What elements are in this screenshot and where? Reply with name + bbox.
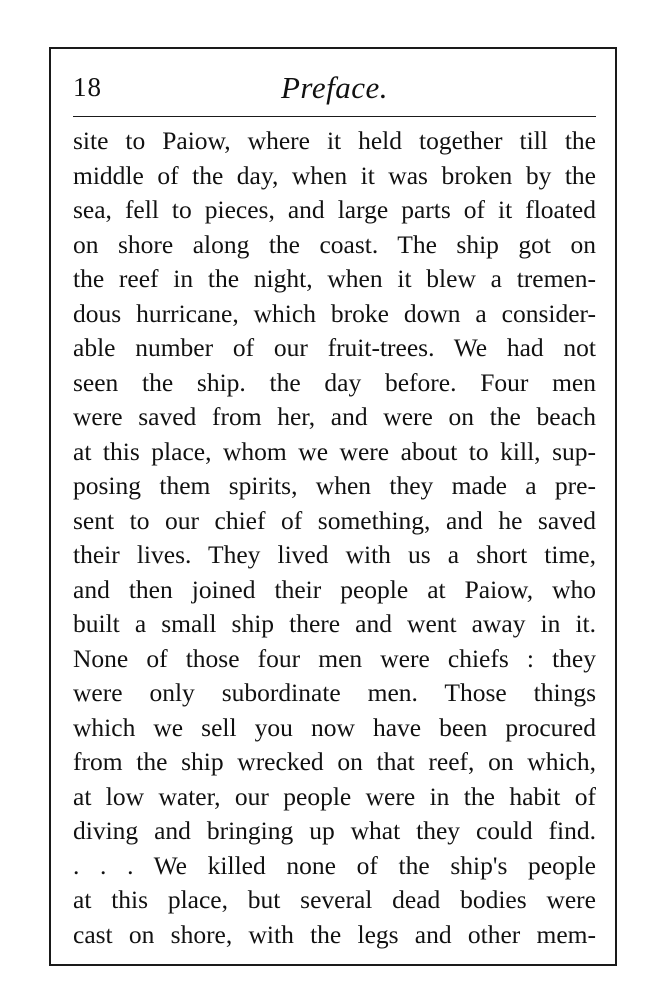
text-line: sea, fell to pieces, and large parts of it floated: [73, 195, 596, 224]
body-text: [73, 124, 596, 952]
running-head-title: Preface.: [281, 70, 388, 105]
text-line: sent to our chief of something, and he saved: [73, 505, 596, 535]
text-line: cast on shore, with the legs and other mem-: [73, 919, 596, 949]
text-line: which we sell you now have been procured: [73, 712, 596, 742]
text-line: built a small ship there and went away in it.: [73, 609, 596, 638]
text-line: seen the ship. the day before. Four men: [73, 367, 596, 397]
text-line: None of those four men were chiefs : they: [73, 643, 596, 673]
text-line: posing them spirits, when they made a pre-: [73, 471, 596, 500]
text-line: the reef in the night, when it blew a tremen-: [73, 264, 596, 293]
text-line: were saved from her, and were on the beach: [73, 402, 596, 431]
text-line: were only subordinate men. Those things: [73, 678, 596, 707]
text-line: and then joined their people at Paiow, who: [73, 574, 596, 604]
text-line: from the ship wrecked on that reef, on which,: [73, 747, 596, 776]
text-line: able number of our fruit-trees. We had not: [73, 333, 596, 362]
text-line: their lives. They lived with us a short time,: [73, 540, 596, 569]
text-line: at this place, but several dead bodies were: [73, 885, 596, 914]
header-rule: [73, 116, 596, 117]
text-line: site to Paiow, where it held together till the: [73, 126, 596, 155]
text-line: at low water, our people were in the habit of: [73, 781, 596, 811]
text-line: middle of the day, when it was broken by the: [73, 160, 596, 190]
text-line: at this place, whom we were about to kill, sup-: [73, 436, 596, 466]
page-number: 18: [73, 72, 102, 102]
text-line: . . . We killed none of the ship's people: [73, 850, 596, 880]
text-line: on shore along the coast. The ship got on: [73, 229, 596, 259]
text-line: diving and bringing up what they could find.: [73, 816, 596, 845]
page-header: [73, 66, 596, 110]
text-line: dous hurricane, which broke down a consider-: [73, 298, 596, 328]
